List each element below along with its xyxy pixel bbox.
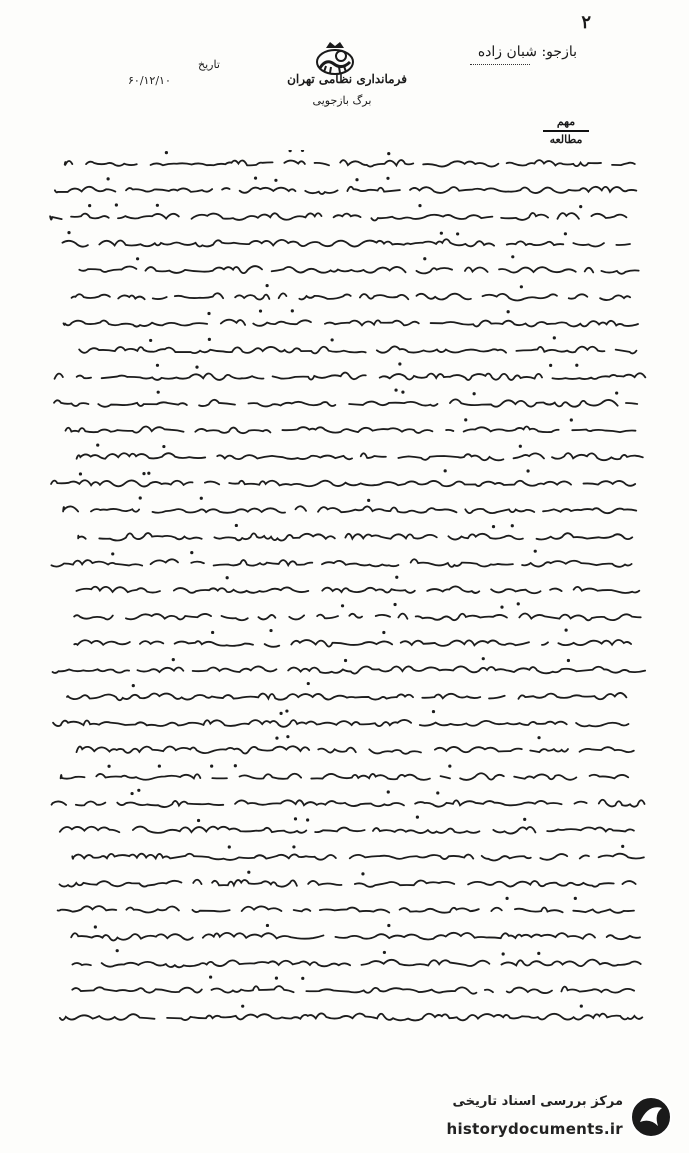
handwritten-dot <box>195 366 198 369</box>
handwritten-dot <box>436 791 439 794</box>
handwritten-dot <box>226 576 229 579</box>
handwritten-dot <box>580 1005 583 1008</box>
handwritten-dot <box>387 152 390 155</box>
page-number: ٢ <box>581 12 591 33</box>
handwritten-dot <box>147 472 150 475</box>
handwritten-dot <box>294 817 297 820</box>
handwritten-dot <box>301 150 304 152</box>
handwritten-line <box>55 187 636 194</box>
handwritten-line <box>74 614 641 621</box>
handwritten-line <box>79 346 636 353</box>
handwritten-dot <box>291 309 294 312</box>
handwritten-line <box>53 666 646 673</box>
handwritten-dot <box>505 897 508 900</box>
handwritten-dot <box>254 177 257 180</box>
handwritten-dot <box>341 604 344 607</box>
handwritten-dot <box>517 602 520 605</box>
handwritten-body <box>46 150 658 1030</box>
watermark-latin: historydocuments.ir <box>446 1120 623 1138</box>
handwritten-line <box>72 293 631 300</box>
handwritten-dot <box>172 658 175 661</box>
interrogator-unit: بازجو: شبان زاده <box>477 44 577 60</box>
handwritten-dot <box>534 550 537 553</box>
handwritten-line <box>71 933 640 941</box>
classification-marks <box>539 114 593 148</box>
handwritten-dot <box>482 657 485 660</box>
handwritten-line <box>77 453 643 460</box>
handwritten-dot <box>500 606 503 609</box>
interrogation-sheet-label: برگ بازجویی <box>312 94 372 107</box>
handwritten-dot <box>247 871 250 874</box>
handwritten-line <box>58 906 634 913</box>
handwritten-line <box>77 746 634 754</box>
handwritten-dot <box>418 204 421 207</box>
handwritten-dot <box>432 710 435 713</box>
handwritten-dot <box>511 255 514 258</box>
handwritten-dot <box>269 629 272 632</box>
handwritten-dot <box>331 338 334 341</box>
handwritten-dot <box>132 684 135 687</box>
handwritten-dot <box>456 232 459 235</box>
handwritten-dot <box>306 818 309 821</box>
handwritten-line <box>51 559 631 567</box>
handwritten-dot <box>395 576 398 579</box>
handwritten-dot <box>208 338 211 341</box>
handwritten-line <box>76 586 639 593</box>
handwritten-dot <box>383 951 386 954</box>
handwritten-dot <box>344 659 347 662</box>
handwritten-dot <box>386 177 389 180</box>
classification-line-1: مهم <box>556 115 576 128</box>
handwritten-line <box>60 827 634 834</box>
handwritten-line <box>60 880 636 887</box>
handwritten-dot <box>107 177 110 180</box>
handwritten-dot <box>367 499 370 502</box>
handwritten-dot <box>285 709 288 712</box>
handwritten-line <box>54 399 637 406</box>
handwritten-dot <box>292 845 295 848</box>
handwritten-dot <box>387 790 390 793</box>
handwritten-dot <box>79 472 82 475</box>
handwritten-dot <box>564 232 567 235</box>
handwritten-line <box>65 160 635 167</box>
handwritten-dot <box>275 977 278 980</box>
handwritten-dot <box>107 765 110 768</box>
handwritten-dot <box>207 312 210 315</box>
handwritten-dot <box>423 257 426 260</box>
handwritten-line <box>74 640 631 647</box>
handwritten-line <box>51 480 635 486</box>
handwritten-dot <box>523 818 526 821</box>
watermark-persian: مرکز بررسی اسناد تاریخی <box>452 1094 623 1109</box>
handwritten-dot <box>94 925 97 928</box>
date-value: ۶۰/۱۲/۱۰ <box>128 74 171 87</box>
handwritten-dot <box>567 659 570 662</box>
handwritten-dot <box>137 789 140 792</box>
government-line: فرمانداری نظامی تهران <box>287 72 407 86</box>
handwritten-line <box>72 960 640 968</box>
date-label: تاریخ <box>198 58 220 71</box>
handwritten-dot <box>464 418 467 421</box>
handwritten-dot <box>259 309 262 312</box>
handwritten-dot <box>88 204 91 207</box>
handwritten-dot <box>115 203 118 206</box>
handwritten-line <box>72 854 644 861</box>
handwritten-dot <box>157 391 160 394</box>
handwritten-dot <box>393 603 396 606</box>
handwritten-dot <box>355 178 358 181</box>
handwritten-dot <box>579 205 582 208</box>
handwritten-dot <box>621 845 624 848</box>
handwritten-dot <box>275 737 278 740</box>
handwritten-dot <box>235 524 238 527</box>
handwritten-dot <box>67 231 70 234</box>
handwritten-dot <box>502 952 505 955</box>
handwritten-dot <box>507 310 510 313</box>
handwritten-line <box>60 1013 642 1020</box>
handwritten-dot <box>537 952 540 955</box>
handwritten-line <box>79 266 638 274</box>
handwritten-dot <box>387 924 390 927</box>
handwritten-dot <box>165 151 168 154</box>
handwritten-dot <box>574 897 577 900</box>
handwritten-dot <box>473 392 476 395</box>
handwritten-dot <box>96 443 99 446</box>
classification-line-2: مطالعه <box>549 133 583 146</box>
handwritten-line <box>55 373 646 380</box>
handwritten-line <box>78 533 632 540</box>
handwritten-dot <box>440 232 443 235</box>
handwritten-dot <box>266 924 269 927</box>
handwritten-line <box>62 239 630 246</box>
handwritten-dot <box>615 391 618 394</box>
handwritten-dot <box>394 388 397 391</box>
handwritten-line <box>53 720 628 727</box>
handwritten-line <box>63 506 636 513</box>
handwritten-dot <box>130 792 133 795</box>
handwritten-dot <box>492 525 495 528</box>
handwritten-dot <box>209 975 212 978</box>
handwritten-dot <box>511 524 514 527</box>
handwritten-dot <box>526 469 529 472</box>
handwritten-dot <box>211 631 214 634</box>
handwritten-dot <box>575 364 578 367</box>
handwritten-dot <box>565 628 568 631</box>
handwritten-dot <box>241 1005 244 1008</box>
handwritten-dot <box>549 364 552 367</box>
handwritten-line <box>50 213 626 220</box>
handwritten-dot <box>197 819 200 822</box>
handwritten-dot <box>279 712 282 715</box>
handwritten-dot <box>448 765 451 768</box>
handwritten-dot <box>200 497 203 500</box>
unit-dotted-line <box>470 64 530 65</box>
handwritten-dot <box>142 472 145 475</box>
handwritten-dot <box>228 845 231 848</box>
handwritten-dot <box>274 179 277 182</box>
handwritten-dot <box>234 764 237 767</box>
archive-logo-icon <box>628 1094 674 1140</box>
handwritten-dot <box>139 496 142 499</box>
handwritten-dot <box>116 949 119 952</box>
handwritten-line <box>66 426 636 433</box>
handwritten-dot <box>158 764 161 767</box>
handwritten-dot <box>307 682 310 685</box>
handwritten-dot <box>444 469 447 472</box>
handwritten-dot <box>301 977 304 980</box>
handwritten-dot <box>382 631 385 634</box>
handwritten-dot <box>537 736 540 739</box>
handwritten-dot <box>416 816 419 819</box>
handwritten-line <box>72 986 634 994</box>
handwritten-dot <box>361 872 364 875</box>
handwritten-line <box>67 693 626 700</box>
handwritten-dot <box>398 362 401 365</box>
handwritten-dot <box>136 257 139 260</box>
handwritten-dot <box>266 284 269 287</box>
handwritten-line <box>61 773 629 780</box>
handwritten-dot <box>190 551 193 554</box>
handwritten-dot <box>286 735 289 738</box>
handwritten-dot <box>570 418 573 421</box>
handwritten-line <box>63 320 638 327</box>
handwritten-dot <box>553 336 556 339</box>
handwritten-dot <box>519 445 522 448</box>
handwritten-dot <box>156 204 159 207</box>
handwritten-dot <box>289 150 292 152</box>
handwritten-dot <box>162 445 165 448</box>
handwritten-dot <box>111 552 114 555</box>
handwritten-dot <box>149 339 152 342</box>
handwritten-dot <box>401 391 404 394</box>
handwritten-dot <box>156 364 159 367</box>
handwritten-dot <box>210 765 213 768</box>
handwritten-line <box>52 800 645 807</box>
handwritten-dot <box>520 285 523 288</box>
